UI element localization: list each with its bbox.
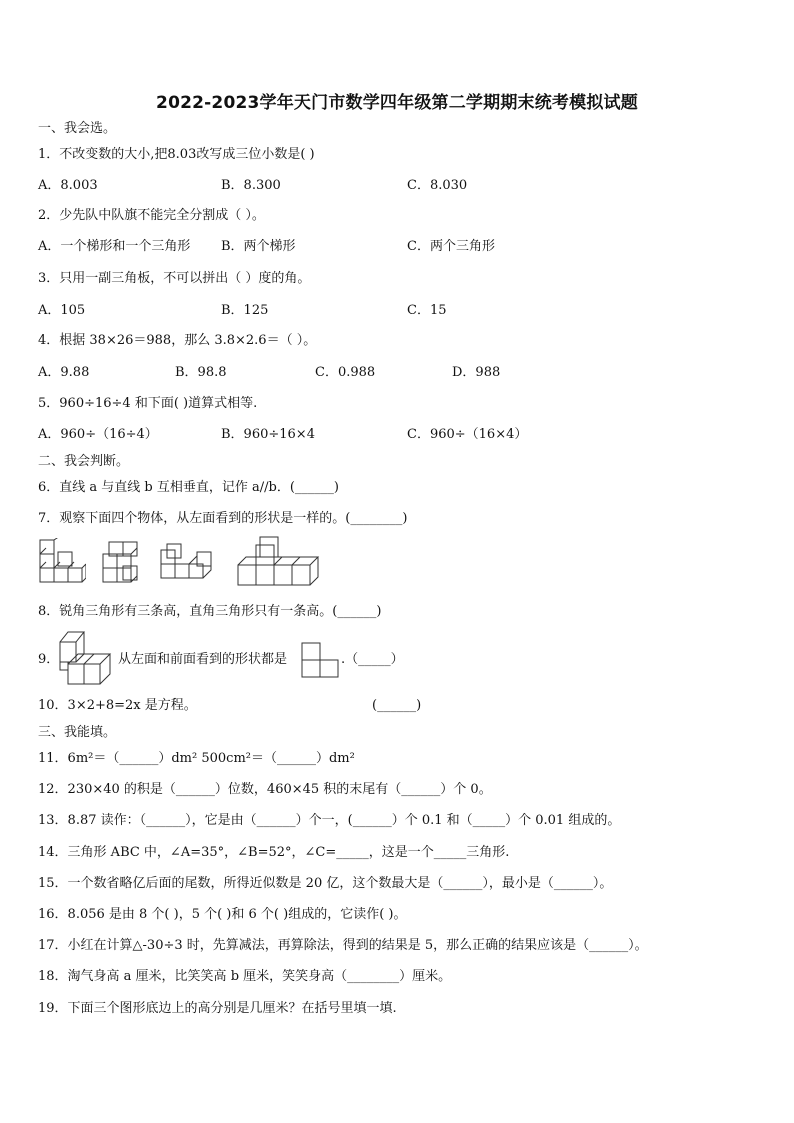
q3-option-b[interactable]: B．125 xyxy=(221,303,269,318)
q4-option-c[interactable]: C．0.988 xyxy=(315,365,376,380)
question-10: 10．3×2+8=2x 是方程。 xyxy=(38,698,197,713)
q9-cube-figure xyxy=(58,628,118,688)
q5-option-c[interactable]: C．960÷（16×4） xyxy=(407,427,528,442)
question-7: 7．观察下面四个物体，从左面看到的形状是一样的。(________) xyxy=(38,511,408,526)
question-15: 15．一个数省略亿后面的尾数，所得近似数是 20 亿，这个数最大是（______），最小是（______）。 xyxy=(38,876,613,891)
question-3: 3．只用一副三角板，不可以拼出（ ）度的角。 xyxy=(38,271,311,286)
question-11: 11．6m²＝（______）dm² 500cm²＝（______）dm² xyxy=(38,751,355,766)
q1-option-b[interactable]: B．8.300 xyxy=(221,178,281,193)
q1-option-a[interactable]: A．8.003 xyxy=(38,178,98,193)
q2-option-a[interactable]: A．一个梯形和一个三角形 xyxy=(38,239,191,254)
q3-option-a[interactable]: A．105 xyxy=(38,303,86,318)
question-18: 18．淘气身高 a 厘米，比笑笑高 b 厘米，笑笑身高（________）厘米。 xyxy=(38,969,452,984)
question-8: 8．锐角三角形有三条高，直角三角形只有一条高。(______) xyxy=(38,604,382,619)
question-4: 4．根据 38×26＝988，那么 3.8×2.6＝（ ）。 xyxy=(38,333,317,348)
q4-option-b[interactable]: B．98.8 xyxy=(175,365,227,380)
q7-figure-1 xyxy=(38,538,86,590)
q7-figure-2 xyxy=(101,538,147,590)
question-12: 12．230×40 的积是（______）位数，460×45 积的末尾有（______）个 0。 xyxy=(38,782,492,797)
question-16: 16．8.056 是由 8 个( )，5 个( )和 6 个( )组成的，它读作( )。 xyxy=(38,907,407,922)
q5-option-a[interactable]: A．960÷（16÷4） xyxy=(38,427,158,442)
section-3-heading: 三、我能填。 xyxy=(38,725,117,740)
question-9-answer[interactable]: .（_____） xyxy=(341,652,404,667)
q4-option-d[interactable]: D．988 xyxy=(452,365,501,380)
question-14: 14．三角形 ABC 中，∠A=35°，∠B=52°，∠C=_____，这是一个_____三角形. xyxy=(38,845,510,860)
question-9-text: 从左面和前面看到的形状都是 xyxy=(118,652,288,667)
q7-figure-4 xyxy=(234,533,320,591)
q2-option-b[interactable]: B．两个梯形 xyxy=(221,239,296,254)
q5-option-b[interactable]: B．960÷16×4 xyxy=(221,427,315,442)
question-1: 1．不改变数的大小,把8.03改写成三位小数是( ) xyxy=(38,147,315,162)
question-10-blank[interactable]: (______) xyxy=(372,698,422,713)
question-2: 2．少先队中队旗不能完全分割成（ ）。 xyxy=(38,208,265,223)
question-6: 6．直线 a 与直线 b 互相垂直，记作 a//b．(______) xyxy=(38,480,339,495)
question-19: 19．下面三个图形底边上的高分别是几厘米？在括号里填一填. xyxy=(38,1001,397,1016)
question-13: 13．8.87 读作：（______），它是由（______）个一，(______）个 0.1 和（_____）个 0.01 组成的。 xyxy=(38,813,621,828)
question-5: 5．960÷16÷4 和下面( )道算式相等. xyxy=(38,396,258,411)
q1-option-c[interactable]: C．8.030 xyxy=(407,178,468,193)
q9-view-figure xyxy=(300,641,340,679)
q4-option-a[interactable]: A．9.88 xyxy=(38,365,90,380)
q2-option-c[interactable]: C．两个三角形 xyxy=(407,239,495,254)
q3-option-c[interactable]: C．15 xyxy=(407,303,447,318)
question-17: 17．小红在计算△-30÷3 时，先算减法，再算除法，得到的结果是 5，那么正确的结果应该是（______）。 xyxy=(38,938,648,953)
question-9-number: 9． xyxy=(38,652,60,667)
q7-figure-3 xyxy=(159,540,217,586)
page-title: 2022-2023学年天门市数学四年级第二学期期末统考模拟试题 xyxy=(156,93,638,113)
section-2-heading: 二、我会判断。 xyxy=(38,454,130,469)
section-1-heading: 一、我会选。 xyxy=(38,121,117,136)
